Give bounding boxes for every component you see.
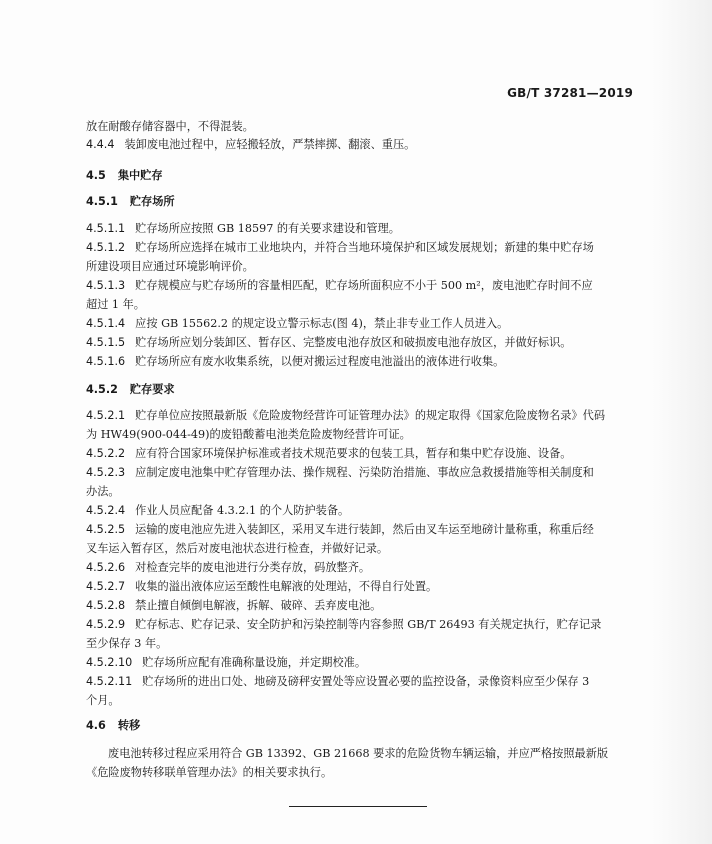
clause-4-5-1-4: [86, 317, 508, 331]
clause-continuation: [86, 260, 254, 274]
clause-number: 4.5.2.3: [86, 466, 126, 479]
section-heading-4-5-2: [86, 383, 175, 397]
clause-4-5-2-3: [86, 466, 594, 480]
clause-text: 应制定废电池集中贮存管理办法、操作规程、污染防治措施、事故应急救援措施等相关制度和: [135, 466, 594, 479]
clause-text: 至少保存 3 年。: [86, 637, 168, 650]
clause-text: 装卸废电池过程中，应轻搬轻放，严禁摔掷、翻滚、重压。: [124, 138, 416, 151]
clause-4-5-2-11: [86, 675, 589, 689]
clause-text: 为 HW49(900-044-49)的废铅酸蓄电池类危险废物经营许可证。: [86, 428, 411, 441]
end-of-document-rule: [289, 806, 427, 807]
clause-4-5-1-5: [86, 336, 571, 350]
clause-continuation: [86, 485, 120, 499]
clause-number: 4.5.2.6: [86, 561, 126, 574]
clause-text: 所建设项目应通过环境影响评价。: [86, 260, 254, 273]
section-heading-4-6: [86, 719, 140, 733]
clause-text: 收集的溢出液体应运至酸性电解液的处理站，不得自行处置。: [135, 580, 438, 593]
section-number: 4.5.1: [86, 195, 118, 208]
clause-continuation: [86, 542, 388, 556]
clause-number: 4.5.2.9: [86, 618, 126, 631]
clause-continuation: [86, 298, 145, 312]
clause-text: 超过 1 年。: [86, 298, 145, 311]
section-number: 4.6: [86, 719, 106, 732]
clause-text: 个月。: [86, 694, 120, 707]
clause-continuation: [86, 694, 120, 708]
clause-text: 贮存场所应有废水收集系统，以便对搬运过程废电池溢出的液体进行收集。: [135, 355, 505, 368]
clause-4-5-2-6: [86, 561, 370, 575]
section-title: 转移: [117, 719, 141, 732]
clause-number: 4.5.2.8: [86, 599, 126, 612]
clause-text: 应有符合国家环境保护标准或者技术规范要求的包装工具，暂存和集中贮存设施、设备。: [135, 447, 572, 460]
clause-number: 4.5.2.7: [86, 580, 126, 593]
clause-number: 4.5.2.4: [86, 504, 126, 517]
clause-4-5-1-1: [86, 222, 400, 236]
section-title: 贮存场所: [129, 195, 175, 208]
clause-text: 贮存场所应配有准确称量设施，并定期校准。: [142, 656, 367, 669]
clause-number: 4.5.2.11: [86, 675, 133, 688]
clause-4-5-1-2: [86, 241, 594, 255]
paragraph-first-line: [108, 747, 608, 761]
paragraph-text: 废电池转移过程应采用符合 GB 13392、GB 21668 要求的危险货物车辆运输，并应严格按照最新版: [108, 747, 609, 760]
clause-text: 运输的废电池应先进入装卸区，采用叉车进行装卸，然后由叉车运至地磅计量称重，称重后经: [135, 523, 594, 536]
clause-number: 4.5.2.1: [86, 409, 126, 422]
clause-text: 贮存场所应按照 GB 18597 的有关要求建设和管理。: [135, 222, 400, 235]
clause-text: 贮存场所的进出口处、地磅及磅秤安置处等应设置必要的监控设备，录像资料应至少保存 3: [142, 675, 590, 688]
clause-4-5-2-7: [86, 580, 437, 594]
section-title: 集中贮存: [117, 169, 163, 182]
clause-number: 4.5.2.2: [86, 447, 126, 460]
clause-continuation: [86, 637, 167, 651]
scan-edge-shading: [652, 0, 712, 844]
clause-4-5-2-5: [86, 523, 594, 537]
clause-number: 4.5.1.4: [86, 317, 126, 330]
line-text: 放在耐酸存储容器中，不得混装。: [86, 120, 254, 133]
clause-number: 4.4.4: [86, 138, 115, 151]
section-heading-4-5: [86, 169, 163, 183]
clause-text: 贮存标志、贮存记录、安全防护和污染控制等内容参照 GB/T 26493 有关规定执行，贮存记录: [135, 618, 602, 631]
clause-4-5-2-8: [86, 599, 381, 613]
clause-text: 贮存场所应划分装卸区、暂存区、完整废电池存放区和破损废电池存放区，并做好标识。: [135, 336, 572, 349]
clause-number: 4.5.1.6: [86, 355, 126, 368]
clause-4-4-4: [86, 138, 415, 152]
clause-text: 叉车运入暂存区，然后对废电池状态进行检查，并做好记录。: [86, 542, 389, 555]
clause-number: 4.5.1.2: [86, 241, 126, 254]
clause-number: 4.5.1.5: [86, 336, 126, 349]
standard-number-header: GB/T 37281—2019: [507, 86, 633, 100]
section-heading-4-5-1: [86, 195, 175, 209]
clause-4-5-2-2: [86, 447, 571, 461]
clause-number: 4.5.2.5: [86, 523, 126, 536]
clause-number: 4.5.1.1: [86, 222, 126, 235]
clause-text: 贮存场所应选择在城市工业地块内，并符合当地环境保护和区域发展规划；新建的集中贮存场: [135, 241, 594, 254]
clause-4-5-2-4: [86, 504, 349, 518]
clause-text: 贮存单位应按照最新版《危险废物经营许可证管理办法》的规定取得《国家危险废物名录》代码: [135, 409, 606, 422]
clause-text: 禁止擅自倾倒电解液，拆解、破碎、丢弃废电池。: [135, 599, 382, 612]
clause-4-5-2-10: [86, 656, 366, 670]
clause-4-5-1-3: [86, 279, 593, 293]
section-number: 4.5.2: [86, 383, 118, 396]
text-line: [86, 120, 254, 134]
paragraph-text: 《危险废物转移联单管理办法》的相关要求执行。: [86, 766, 333, 779]
clause-text: 办法。: [86, 485, 120, 498]
section-number: 4.5: [86, 169, 106, 182]
clause-continuation: [86, 428, 411, 442]
clause-4-5-2-9: [86, 618, 601, 632]
clause-number: 4.5.1.3: [86, 279, 126, 292]
clause-text: 对检查完毕的废电池进行分类存放，码放整齐。: [135, 561, 371, 574]
clause-text: 应按 GB 15562.2 的规定设立警示标志(图 4)，禁止非专业工作人员进入。: [135, 317, 509, 330]
clause-text: 作业人员应配备 4.3.2.1 的个人防护装备。: [135, 504, 350, 517]
clause-text: 贮存规模应与贮存场所的容量相匹配，贮存场所面积应不小于 500 m²，废电池贮存时间不应: [135, 279, 593, 292]
clause-number: 4.5.2.10: [86, 656, 133, 669]
section-title: 贮存要求: [129, 383, 175, 396]
clause-4-5-2-1: [86, 409, 605, 423]
paragraph-continuation: [86, 766, 332, 780]
clause-4-5-1-6: [86, 355, 504, 369]
